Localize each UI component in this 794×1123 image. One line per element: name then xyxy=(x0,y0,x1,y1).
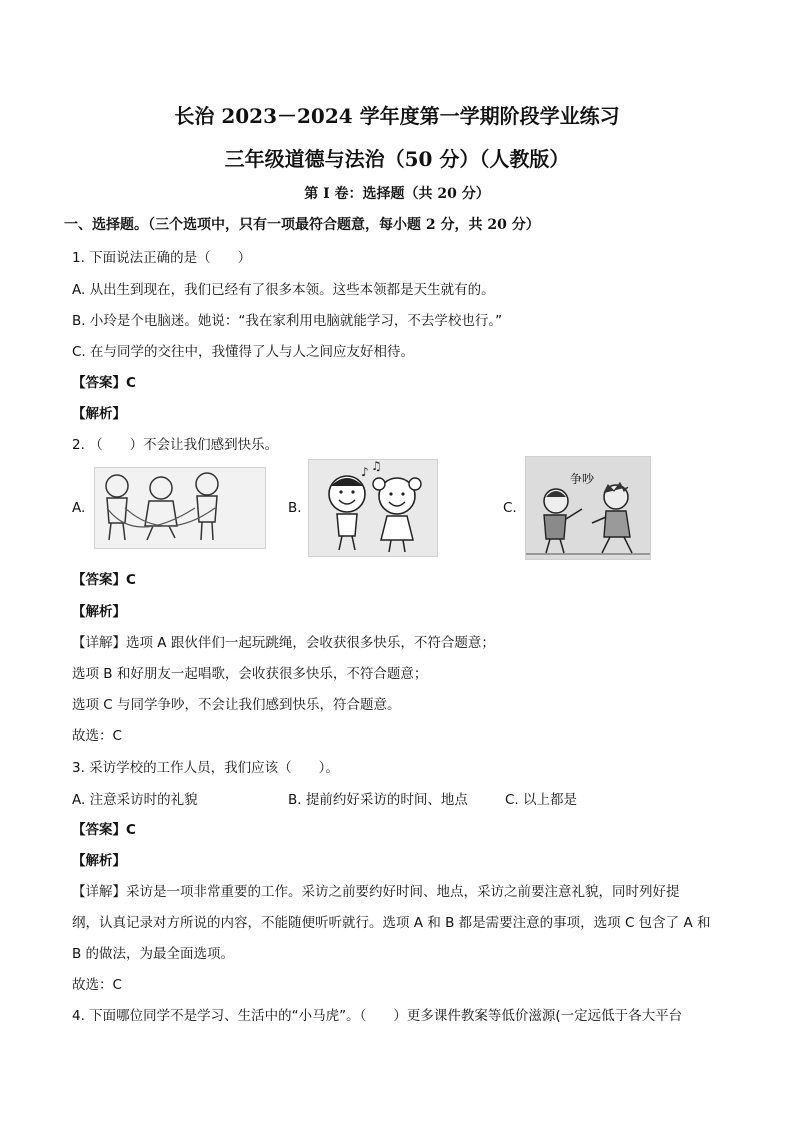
q2-stem: 2. （ ）不会让我们感到快乐。 xyxy=(72,437,279,453)
q3-stem: 3. 采访学校的工作人员，我们应该（ ）。 xyxy=(72,760,339,776)
q2-image-a xyxy=(94,467,266,549)
q2-label-a: A. xyxy=(72,500,86,516)
q3-detail-line1: 【详解】采访是一项非常重要的工作。采访之前要约好时间、地点，采访之前要注意礼貌，同时列好提 xyxy=(72,884,680,900)
q1-option-c: C. 在与同学的交往中，我懂得了人与人之间应友好相待。 xyxy=(72,344,415,360)
q2-label-c: C. xyxy=(503,500,517,516)
svg-text:♫: ♫ xyxy=(371,460,382,473)
q3-option-b: B. 提前约好采访的时间、地点 xyxy=(288,792,468,808)
exam-subtitle: 三年级道德与法治（50 分）（人教版） xyxy=(224,147,570,171)
exam-title: 长治 2023－2024 学年度第一学期阶段学业练习 xyxy=(174,104,620,128)
q1-stem: 1. 下面说法正确的是（ ） xyxy=(72,250,252,266)
q3-option-c: C. 以上都是 xyxy=(505,792,578,808)
q3-choose: 故选：C xyxy=(72,977,122,993)
svg-text:♪: ♪ xyxy=(361,465,369,479)
q2-detail-line3: 选项 C 与同学争吵，不会让我们感到快乐，符合题意。 xyxy=(72,697,401,713)
q3-detail-line2: 纲，认真记录对方所说的内容，不能随便听听就行。选项 A 和 B 都是需要注意的事项，选项 C 包含了 A 和 xyxy=(72,915,711,931)
q1-answer: 【答案】C xyxy=(72,375,136,391)
quarrel-caption: 争吵 xyxy=(570,472,595,486)
q1-option-b: B. 小玲是个电脑迷。她说：“我在家利用电脑就能学习，不去学校也行。” xyxy=(72,313,503,329)
q2-analysis: 【解析】 xyxy=(72,604,126,620)
q2-image-b xyxy=(308,459,438,557)
q4-stem: 4. 下面哪位同学不是学习、生活中的“小马虎”。（ ）更多课件教案等低价滋源(一定远低于各大平台 xyxy=(72,1008,683,1024)
jump-rope-children-illustration xyxy=(95,468,265,548)
q2-answer: 【答案】C xyxy=(72,572,136,588)
q2-choose: 故选：C xyxy=(72,728,122,744)
part-title: 第 I 卷：选择题（共 20 分） xyxy=(304,186,490,202)
section-heading: 一、选择题。（三个选项中，只有一项最符合题意，每小题 2 分，共 20 分） xyxy=(64,217,540,233)
q3-option-a: A. 注意采访时的礼貌 xyxy=(72,792,198,808)
q2-detail-line1: 【详解】选项 A 跟伙伴们一起玩跳绳，会收获很多快乐，不符合题意； xyxy=(72,635,495,651)
q2-label-b: B. xyxy=(288,500,302,516)
q2-image-c xyxy=(525,456,651,560)
q3-answer: 【答案】C xyxy=(72,822,136,838)
q3-analysis: 【解析】 xyxy=(72,853,126,869)
singing-friends-illustration xyxy=(309,460,437,556)
q1-analysis: 【解析】 xyxy=(72,406,126,422)
q1-option-a: A. 从出生到现在，我们已经有了很多本领。这些本领都是天生就有的。 xyxy=(72,282,495,298)
q2-detail-line2: 选项 B 和好朋友一起唱歌，会收获很多快乐，不符合题意； xyxy=(72,666,428,682)
q3-detail-line3: B 的做法，为最全面选项。 xyxy=(72,946,235,962)
quarrel-illustration xyxy=(526,457,650,559)
